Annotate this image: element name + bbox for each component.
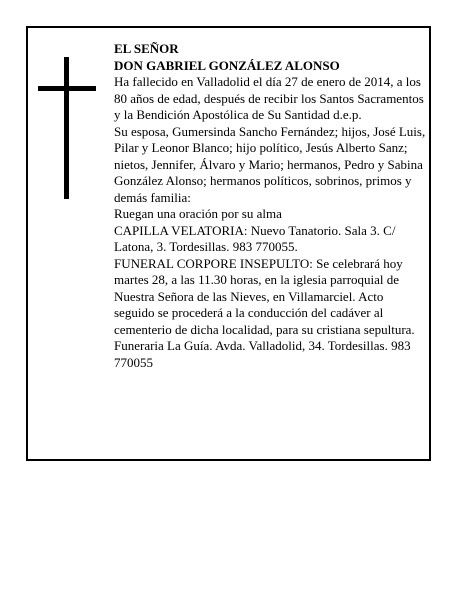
obituary-notice	[26, 26, 431, 461]
deceased-name: DON GABRIEL GONZÁLEZ ALONSO	[114, 57, 340, 73]
notice-title-line-1: EL SEÑOR	[114, 41, 179, 56]
death-announcement: Ha fallecido en Valladolid el día 27 de enero de 2014, a los 80 años de edad, después de recibir los Santos Sacramentos y la Bendición Apostólica de Su Santidad d.e.p.	[114, 74, 424, 122]
cross-icon	[38, 57, 96, 199]
cross-vertical-bar	[64, 57, 69, 199]
notice-body	[114, 41, 426, 371]
funeral-home-info: Funeraria La Guía. Avda. Valladolid, 34. Tordesillas. 983 770055	[114, 338, 411, 370]
funeral-info: FUNERAL CORPORE INSEPULTO: Se celebrará hoy martes 28, a las 11.30 horas, en la iglesia parroquial de Nuestra Señora de las Nieves, en Villamarciel. Acto seguido se procederá a la conducción del cadáver al cementerio de dicha localidad, para su cristiana sepultura.	[114, 255, 415, 337]
prayer-request: Ruegan una oración por su alma	[114, 206, 282, 221]
cross-horizontal-bar	[38, 86, 96, 91]
family-list: Su esposa, Gumersinda Sancho Fernández; hijos, José Luis, Pilar y Leonor Blanco; hijo político, Jesús Alberto Sanz; nietos, Jennifer, Álvaro y Mario; hermanos, Pedro y Sabina González Alonso; hermanos políticos, sobrinos, primos y demás familia:	[114, 123, 426, 205]
wake-chapel-info: CAPILLA VELATORIA: Nuevo Tanatorio. Sala 3. C/ Latona, 3. Tordesillas. 983 770055.	[114, 222, 396, 254]
